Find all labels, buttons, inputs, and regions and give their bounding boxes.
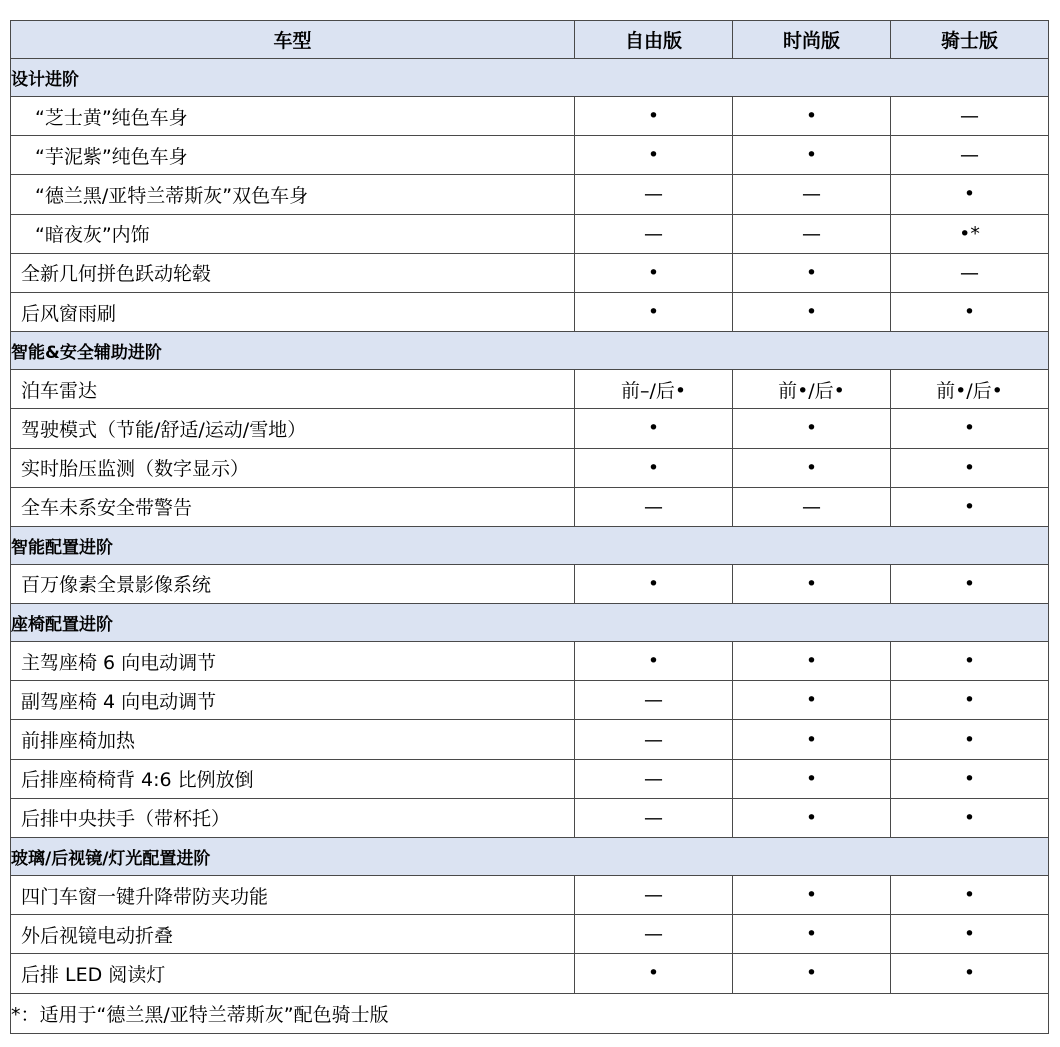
value-knight: • xyxy=(891,292,1049,331)
section-title: 设计进阶 xyxy=(11,59,1049,97)
value-knight: • xyxy=(891,954,1049,993)
table-row xyxy=(11,759,1049,798)
value-free: • xyxy=(575,564,733,603)
table-row xyxy=(11,214,1049,253)
value-free: — xyxy=(575,876,733,915)
value-fashion: • xyxy=(733,681,891,720)
value-free: — xyxy=(575,759,733,798)
value-knight: •* xyxy=(891,214,1049,253)
feature-name: 后排座椅椅背 4:6 比例放倒 xyxy=(11,759,575,798)
table-row xyxy=(11,370,1049,409)
value-free: — xyxy=(575,915,733,954)
feature-name: 驾驶模式（节能/舒适/运动/雪地） xyxy=(11,409,575,448)
feature-name: “芝士黄”纯色车身 xyxy=(11,97,575,136)
feature-name: 后排 LED 阅读灯 xyxy=(11,954,575,993)
feature-name: 主驾座椅 6 向电动调节 xyxy=(11,642,575,681)
value-fashion: • xyxy=(733,253,891,292)
table-body xyxy=(11,21,1049,1034)
table-row xyxy=(11,136,1049,175)
table-row xyxy=(11,409,1049,448)
value-knight: • xyxy=(891,175,1049,214)
value-fashion: — xyxy=(733,214,891,253)
value-free: • xyxy=(575,253,733,292)
section-row xyxy=(11,526,1049,564)
section-title: 玻璃/后视镜/灯光配置进阶 xyxy=(11,838,1049,876)
value-knight: — xyxy=(891,253,1049,292)
value-knight: • xyxy=(891,487,1049,526)
value-fashion: • xyxy=(733,136,891,175)
feature-name: “德兰黑/亚特兰蒂斯灰”双色车身 xyxy=(11,175,575,214)
value-free: • xyxy=(575,954,733,993)
value-free: • xyxy=(575,292,733,331)
feature-name: 全车未系安全带警告 xyxy=(11,487,575,526)
table-row xyxy=(11,915,1049,954)
value-fashion: • xyxy=(733,97,891,136)
table-row xyxy=(11,954,1049,993)
table-row xyxy=(11,564,1049,603)
value-fashion: • xyxy=(733,720,891,759)
feature-name: 前排座椅加热 xyxy=(11,720,575,759)
value-fashion: • xyxy=(733,564,891,603)
value-free: — xyxy=(575,487,733,526)
feature-name: 百万像素全景影像系统 xyxy=(11,564,575,603)
value-knight: — xyxy=(891,136,1049,175)
value-free: • xyxy=(575,136,733,175)
value-free: • xyxy=(575,97,733,136)
value-knight: • xyxy=(891,915,1049,954)
feature-name: 后风窗雨刷 xyxy=(11,292,575,331)
table-row xyxy=(11,798,1049,837)
section-title: 座椅配置进阶 xyxy=(11,604,1049,642)
value-free: 前–/后• xyxy=(575,370,733,409)
table-row xyxy=(11,97,1049,136)
feature-name: 后排中央扶手（带杯托） xyxy=(11,798,575,837)
value-free: — xyxy=(575,681,733,720)
section-row xyxy=(11,838,1049,876)
feature-name: 泊车雷达 xyxy=(11,370,575,409)
feature-name: “芋泥紫”纯色车身 xyxy=(11,136,575,175)
value-knight: • xyxy=(891,448,1049,487)
value-free: — xyxy=(575,798,733,837)
table-row xyxy=(11,448,1049,487)
feature-name: “暗夜灰”内饰 xyxy=(11,214,575,253)
value-fashion: • xyxy=(733,448,891,487)
value-fashion: • xyxy=(733,292,891,331)
section-row xyxy=(11,604,1049,642)
value-knight: • xyxy=(891,642,1049,681)
table-row xyxy=(11,487,1049,526)
value-knight: • xyxy=(891,720,1049,759)
value-knight: 前•/后• xyxy=(891,370,1049,409)
feature-name: 实时胎压监测（数字显示） xyxy=(11,448,575,487)
header-trim-free: 自由版 xyxy=(575,21,733,59)
value-knight: — xyxy=(891,97,1049,136)
value-fashion: — xyxy=(733,175,891,214)
feature-name: 四门车窗一键升降带防夹功能 xyxy=(11,876,575,915)
value-knight: • xyxy=(891,564,1049,603)
table-row xyxy=(11,292,1049,331)
header-model: 车型 xyxy=(11,21,575,59)
value-fashion: • xyxy=(733,876,891,915)
section-title: 智能配置进阶 xyxy=(11,526,1049,564)
value-free: — xyxy=(575,175,733,214)
value-free: • xyxy=(575,642,733,681)
value-free: • xyxy=(575,448,733,487)
value-fashion: • xyxy=(733,642,891,681)
table-row xyxy=(11,876,1049,915)
footnote-row xyxy=(11,993,1049,1033)
value-free: — xyxy=(575,720,733,759)
value-knight: • xyxy=(891,876,1049,915)
value-fashion: • xyxy=(733,409,891,448)
value-fashion: — xyxy=(733,487,891,526)
value-knight: • xyxy=(891,798,1049,837)
table-row xyxy=(11,720,1049,759)
table-row xyxy=(11,681,1049,720)
value-fashion: 前•/后• xyxy=(733,370,891,409)
value-knight: • xyxy=(891,409,1049,448)
section-row xyxy=(11,332,1049,370)
feature-name: 全新几何拼色跃动轮毂 xyxy=(11,253,575,292)
value-free: • xyxy=(575,409,733,448)
table-row xyxy=(11,642,1049,681)
header-row xyxy=(11,21,1049,59)
table-row xyxy=(11,175,1049,214)
header-trim-fashion: 时尚版 xyxy=(733,21,891,59)
spec-table xyxy=(10,20,1049,1034)
value-free: — xyxy=(575,214,733,253)
value-fashion: • xyxy=(733,954,891,993)
value-fashion: • xyxy=(733,759,891,798)
feature-name: 外后视镜电动折叠 xyxy=(11,915,575,954)
table-row xyxy=(11,253,1049,292)
value-fashion: • xyxy=(733,915,891,954)
header-trim-knight: 骑士版 xyxy=(891,21,1049,59)
value-knight: • xyxy=(891,759,1049,798)
value-fashion: • xyxy=(733,798,891,837)
section-row xyxy=(11,59,1049,97)
section-title: 智能&安全辅助进阶 xyxy=(11,332,1049,370)
value-knight: • xyxy=(891,681,1049,720)
feature-name: 副驾座椅 4 向电动调节 xyxy=(11,681,575,720)
footnote: *：适用于“德兰黑/亚特兰蒂斯灰”配色骑士版 xyxy=(11,993,1049,1033)
